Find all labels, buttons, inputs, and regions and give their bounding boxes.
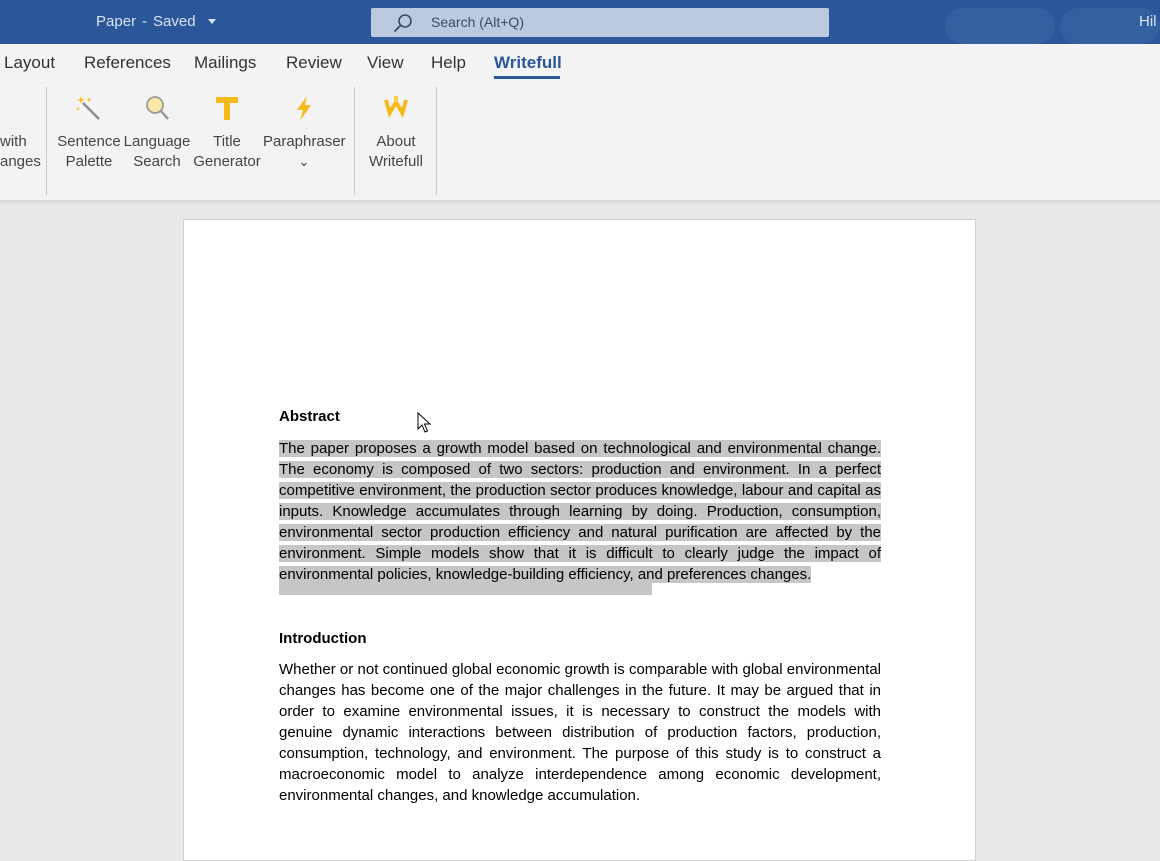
search-placeholder: Search (Alt+Q) <box>431 14 524 30</box>
tab-layout[interactable]: Layout <box>4 53 56 72</box>
ribbon-cutoff-button[interactable] <box>0 132 41 172</box>
tab-mailings[interactable]: Mailings <box>194 53 257 72</box>
tab-help[interactable]: Help <box>431 53 466 72</box>
ribbon-tabs <box>0 44 1160 84</box>
cutoff-label-line2: anges <box>0 153 41 170</box>
abstract-paragraph[interactable] <box>279 438 881 585</box>
about-writefull-label-line1: About <box>376 133 416 150</box>
document-page[interactable] <box>183 219 976 861</box>
title-generator-button[interactable] <box>192 84 262 200</box>
tab-writefull[interactable]: Writefull <box>494 53 562 72</box>
sentence-palette-label-line1: Sentence <box>57 133 121 150</box>
about-writefull-button[interactable] <box>362 84 430 200</box>
abstract-text: The paper proposes a growth model based on technological and environmental change. The economy is composed of two sectors: production and environment. In a perfect competitive environment, the production sector produces knowledge, labour and capital as inputs. Knowledge accumulates through learning by doing. Production, consumption, environmental sector production efficiency and natural purification are affected by the environment. Simple models show that it is difficult to clearly judge the impact of environmental policies, knowledge-building efficiency, and preferences changes. <box>279 440 881 583</box>
search-box[interactable] <box>371 8 829 37</box>
user-name[interactable]: Hil <box>1139 13 1157 30</box>
title-t-icon <box>213 94 241 122</box>
save-status: Saved <box>153 13 196 30</box>
mouse-cursor-icon <box>417 412 431 434</box>
lightning-icon <box>290 94 318 122</box>
sentence-palette-label-line2: Palette <box>65 153 113 170</box>
title-bar <box>0 0 1160 44</box>
title-separator: - <box>142 13 148 30</box>
ribbon-divider <box>436 87 437 195</box>
active-tab-indicator <box>494 76 560 79</box>
language-search-button[interactable] <box>123 84 191 200</box>
introduction-heading[interactable]: Introduction <box>279 630 367 647</box>
title-generator-label-line1: Title <box>213 133 241 150</box>
abstract-heading[interactable]: Abstract <box>279 408 340 425</box>
tab-view[interactable]: View <box>367 53 404 72</box>
about-writefull-label-line2: Writefull <box>369 153 423 170</box>
paraphraser-label: Paraphraser <box>263 133 346 150</box>
language-search-label-line2: Search <box>133 153 181 170</box>
writefull-logo-icon <box>382 94 410 122</box>
introduction-paragraph[interactable]: Whether or not continued global economic growth is comparable with global environmental changes has become one of the major challenges in the future. It may be argued that in order to examine environmental issues, it is necessary to construct the models with genuine dynamic interactions between distribution of production factors, production, consumption, technology, and environment. The purpose of this study is to construct a macroeconomic model to analyze interdependence among economic development, environmental changes, and knowledge accumulation. <box>279 661 881 804</box>
chevron-down-icon[interactable] <box>208 19 216 24</box>
ribbon-divider <box>46 87 47 195</box>
blurred-region <box>945 8 1055 44</box>
cutoff-label-line1: with <box>0 133 27 150</box>
magic-wand-icon <box>75 94 103 122</box>
document-title[interactable] <box>96 13 216 30</box>
search-icon <box>393 13 413 33</box>
chevron-down-icon[interactable]: ⌄ <box>298 154 310 169</box>
magnifier-icon <box>143 94 171 122</box>
tab-references[interactable]: References <box>84 53 171 72</box>
ribbon-divider <box>354 87 355 195</box>
paraphraser-button[interactable] <box>263 84 345 200</box>
document-name: Paper <box>96 13 137 30</box>
tab-review[interactable]: Review <box>286 53 342 72</box>
title-generator-label-line2: Generator <box>193 153 261 170</box>
language-search-label-line1: Language <box>123 133 191 150</box>
sentence-palette-button[interactable] <box>57 84 121 200</box>
ribbon-panel <box>0 84 1160 201</box>
